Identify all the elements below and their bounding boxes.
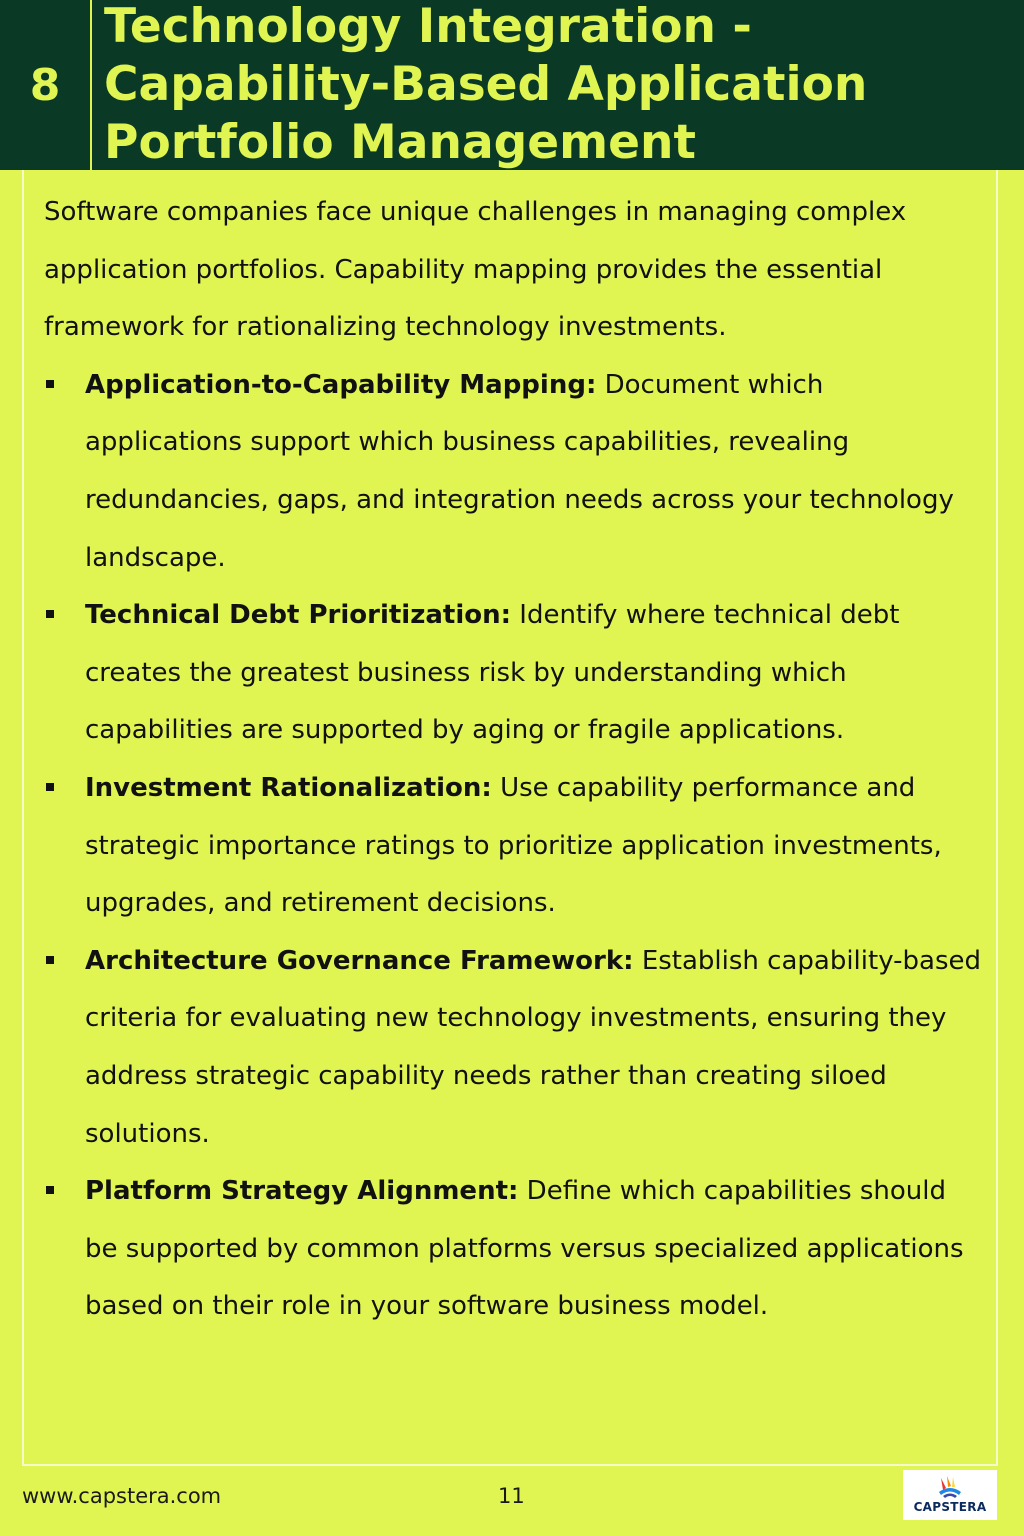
content-body	[44, 184, 984, 1336]
intro-paragraph: Software companies face unique challenges in managing complex application portfolios. Capability mapping provides the essential framework for rationalizing technology investments.	[44, 197, 907, 343]
capstera-logo-mark-icon	[935, 1474, 965, 1500]
bullet-text: Use capability performance and strategic importance ratings to prioritize application investments, upgrades, and retirement decisions.	[85, 772, 942, 919]
bullet-item	[44, 1163, 984, 1336]
bullet-term: Platform Strategy Alignment:	[85, 1176, 519, 1207]
square-bullet-icon	[46, 956, 54, 964]
square-bullet-icon	[46, 610, 54, 618]
section-number: 8	[29, 59, 61, 111]
footer-website-link[interactable]: www.capstera.com	[22, 1484, 222, 1508]
square-bullet-icon	[46, 783, 54, 791]
bullet-text: Establish capability-based criteria for evaluating new technology investments, ensuring they address strategic capability needs rather than creating siloed solutions.	[85, 945, 981, 1149]
bullet-item	[44, 760, 984, 933]
bullet-text: Define which capabilities should be supported by common platforms versus specialized applications based on their role in your software business model.	[85, 1176, 964, 1322]
bullet-item	[44, 933, 984, 1163]
bullet-text: Document which applications support which business capabilities, revealing redundancies, gaps, and integration needs across your technology landscape.	[85, 369, 954, 573]
page-title: Technology Integration - Capability-Based Application Portfolio Management	[104, 0, 868, 170]
square-bullet-icon	[46, 380, 54, 388]
bullet-item	[44, 357, 984, 587]
bullet-item	[44, 587, 984, 760]
logo-text: CAPSTERA	[913, 1500, 987, 1514]
square-bullet-icon	[46, 1186, 54, 1194]
page-header	[0, 0, 1024, 170]
bullet-term: Technical Debt Prioritization:	[85, 600, 512, 631]
page-number: 11	[498, 1484, 525, 1508]
capstera-logo	[903, 1470, 997, 1520]
bullet-list	[44, 357, 984, 1336]
bullet-term: Investment Rationalization:	[85, 772, 492, 803]
bullet-term: Application-to-Capability Mapping:	[85, 369, 597, 400]
bullet-term: Architecture Governance Framework:	[85, 945, 634, 976]
header-divider	[90, 0, 92, 170]
bullet-text: Identify where technical debt creates the greatest business risk by understanding which capabilities are supported by aging or fragile applications.	[85, 600, 900, 746]
